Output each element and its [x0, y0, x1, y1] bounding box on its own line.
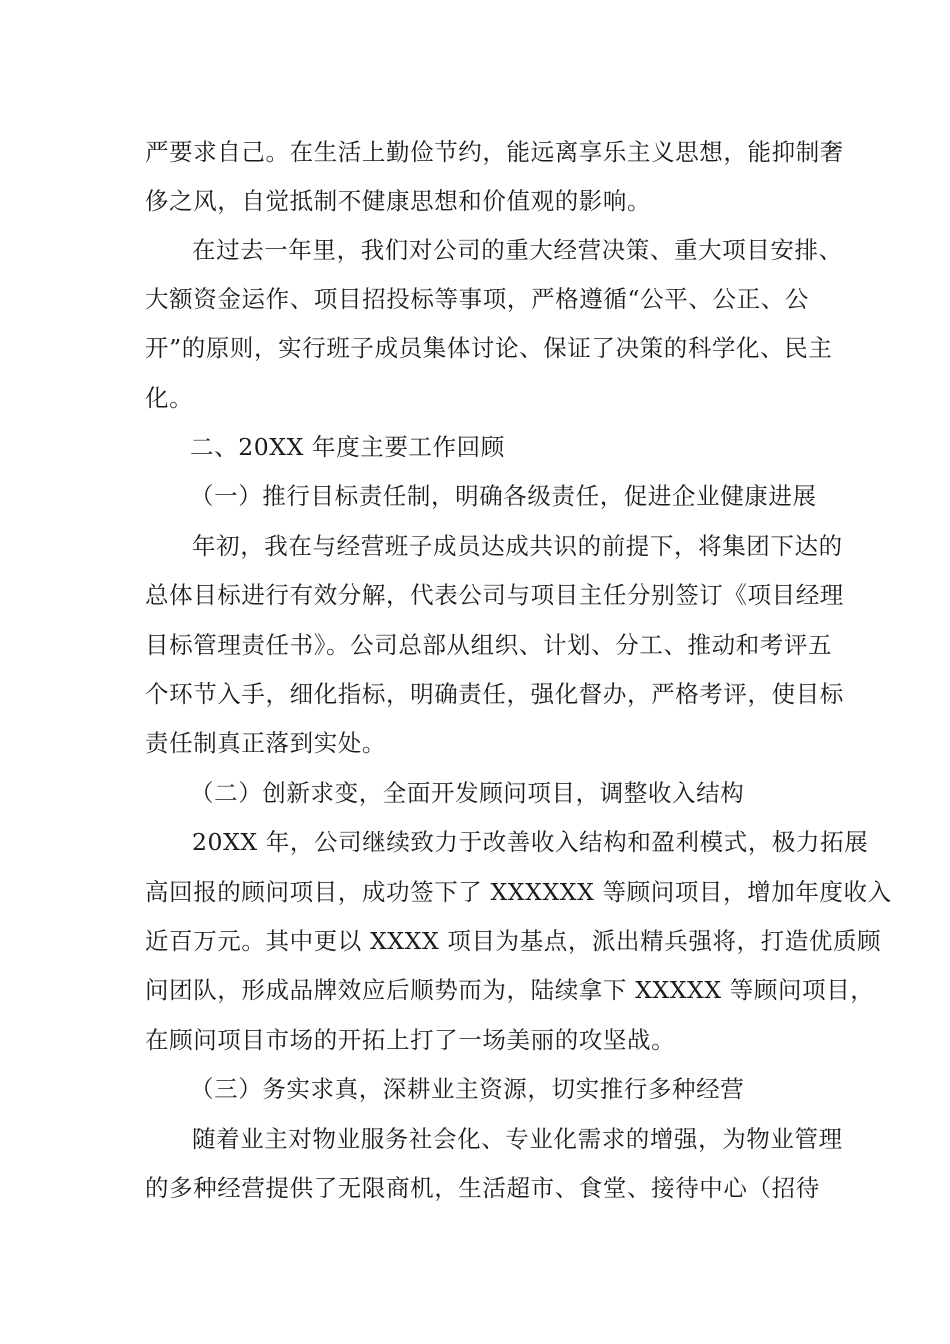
paragraph-line: 侈之风，自觉抵制不健康思想和价值观的影响。 — [145, 187, 652, 215]
paragraph-line: 化。 — [145, 384, 194, 412]
paragraph-line: 总体目标进行有效分解，代表公司与项目主任分别签订《项目经理 — [145, 581, 844, 609]
paragraph-line: 在过去一年里，我们对公司的重大经营决策、重大项目安排、 — [192, 236, 843, 264]
section-heading: 二、20XX 年度主要工作回顾 — [190, 433, 505, 461]
paragraph-line: 严要求自己。在生活上勤俭节约，能远离享乐主义思想，能抑制奢 — [145, 138, 844, 166]
paragraph-line: 问团队，形成品牌效应后顺势而为，陆续拿下 XXXXX 等顾问项目， — [145, 976, 875, 1004]
paragraph-line: 在顾问项目市场的开拓上打了一场美丽的攻坚战。 — [145, 1026, 676, 1054]
paragraph-line: 开”的原则，实行班子成员集体讨论、保证了决策的科学化、民主 — [145, 334, 833, 362]
subsection-heading: （一）推行目标责任制，明确各级责任，促进企业健康进展 — [190, 482, 817, 510]
subsection-heading: （二）创新求变，全面开发顾问项目，调整收入结构 — [190, 779, 745, 807]
paragraph-line: 目标管理责任书》。公司总部从组织、计划、分工、推动和考评五 — [145, 631, 833, 659]
paragraph-line: 责任制真正落到实处。 — [145, 729, 386, 757]
paragraph-line: 高回报的顾问项目，成功签下了 XXXXXX 等顾问项目，增加年度收入 — [145, 878, 892, 906]
paragraph-line: 20XX 年，公司继续致力于改善收入结构和盈利模式，极力拓展 — [192, 828, 869, 856]
paragraph-line: 年初，我在与经营班子成员达成共识的前提下，将集团下达的 — [192, 532, 843, 560]
paragraph-line: 的多种经营提供了无限商机，生活超市、食堂、接待中心（招待 — [145, 1174, 820, 1202]
subsection-heading: （三）务实求真，深耕业主资源，切实推行多种经营 — [190, 1075, 745, 1103]
paragraph-line: 随着业主对物业服务社会化、专业化需求的增强，为物业管理 — [192, 1125, 843, 1153]
paragraph-line: 近百万元。其中更以 XXXX 项目为基点，派出精兵强将，打造优质顾 — [145, 927, 882, 955]
paragraph-line: 大额资金运作、项目招投标等事项，严格遵循“公平、公正、公 — [145, 285, 809, 313]
paragraph-line: 个环节入手，细化指标，明确责任，强化督办，严格考评，使目标 — [145, 680, 844, 708]
